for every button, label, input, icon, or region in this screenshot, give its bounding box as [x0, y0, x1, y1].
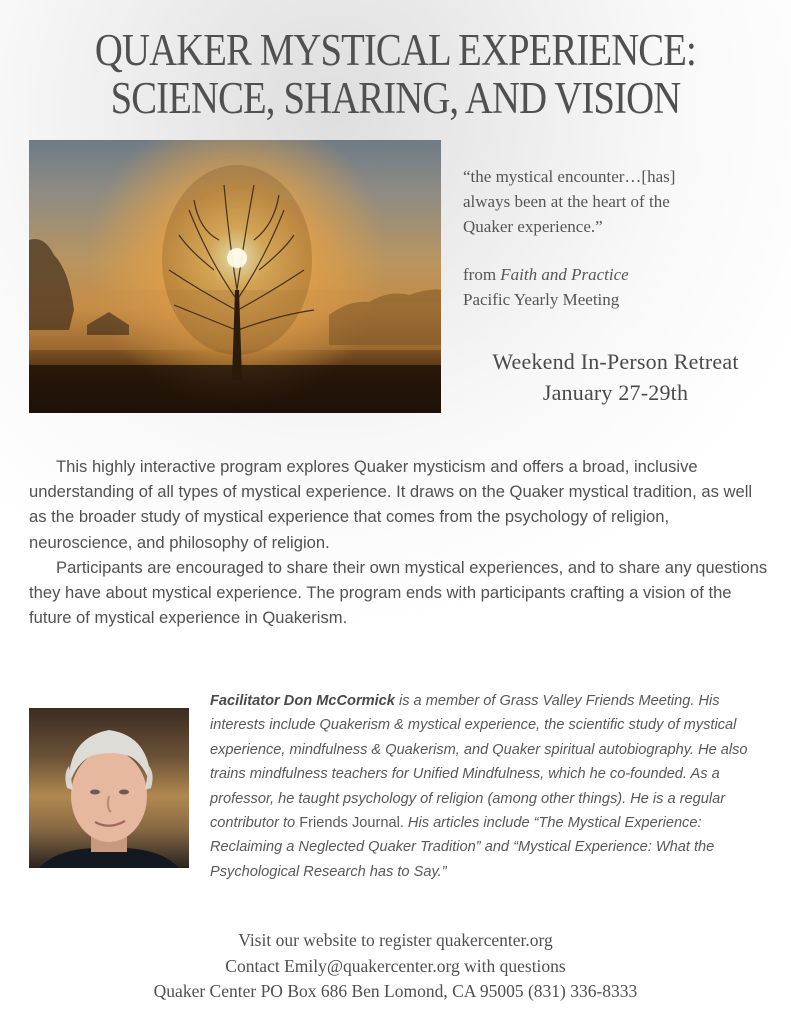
- description-paragraph-1: This highly interactive program explores Quaker mysticism and offers a broad, inclusive understanding of all types of mystical experience. It draws on the Quaker mystical tradition, as well as the broader study of mystical experience that comes from the psychology of religion, neuroscience, and philosophy of religion.: [29, 457, 753, 552]
- contact-line: [0, 954, 791, 980]
- page-title: [55, 26, 735, 122]
- sunrise-tree-photo: [29, 140, 441, 413]
- quote-line-3: Quaker experience.”: [463, 217, 603, 236]
- register-prefix: Visit our website to register: [238, 930, 436, 950]
- contact-suffix: with questions: [459, 955, 566, 976]
- website-link[interactable]: quakercenter.org: [435, 930, 553, 950]
- retreat-label: Weekend In-Person Retreat: [492, 349, 739, 374]
- register-line: [0, 928, 791, 954]
- postal-address: Quaker Center PO Box 686 Ben Lomond, CA 95005 (831) 336-8333: [153, 981, 638, 1001]
- quote-source: [463, 262, 763, 287]
- quote-source-title: Faith and Practice: [500, 265, 629, 284]
- email-link[interactable]: Emily@quakercenter.org: [284, 955, 460, 976]
- quote-source-prefix: from: [463, 265, 501, 284]
- bio-text-part-1: is a member of Grass Valley Friends Meeting. His interests include Quakerism & mystical experience, the scientific study of mystical experience, mindfulness & Quakerism, and Quaker spiritual autobiography. He also trains mindfulness teachers for Unified Mindfulness, which he co-founded. As a professor, he taught psychology of religion (among other things). He is a regular contributor to: [210, 693, 748, 832]
- contact-footer: [0, 928, 791, 1005]
- portrait-photo-icon: [29, 708, 189, 868]
- quote-line-1: “the mystical encounter…[has]: [463, 167, 676, 186]
- facilitator-bio: [210, 689, 770, 884]
- quote-source-org: Pacific Yearly Meeting: [463, 290, 620, 309]
- retreat-info: [440, 346, 791, 408]
- quote-line-2: always been at the heart of the: [463, 192, 670, 211]
- bio-text-part-2: His articles include “The Mystical Experience: Reclaiming a Neglected Quaker Tradition” and “Mystical Experience: What the Psychological Research has to Say.”: [210, 815, 715, 880]
- description-paragraph-2: Participants are encouraged to share their own mystical experiences, and to share any questions they have about mystical experience. The program ends with participants crafting a vision of the future of mystical experience in Quakerism.: [29, 557, 768, 628]
- facilitator-portrait: [29, 708, 189, 868]
- quote-block: [463, 164, 763, 312]
- retreat-dates: January 27-29th: [542, 380, 689, 405]
- photo-icon: [29, 140, 441, 413]
- title-line-2: SCIENCE, SHARING, AND VISION: [110, 73, 681, 123]
- title-line-1: QUAKER MYSTICAL EXPERIENCE:: [94, 25, 696, 75]
- facilitator-name: Facilitator Don McCormick: [210, 693, 395, 709]
- program-description: [29, 454, 769, 630]
- contact-prefix: Contact: [225, 955, 285, 976]
- publication-name: Friends Journal.: [299, 815, 404, 832]
